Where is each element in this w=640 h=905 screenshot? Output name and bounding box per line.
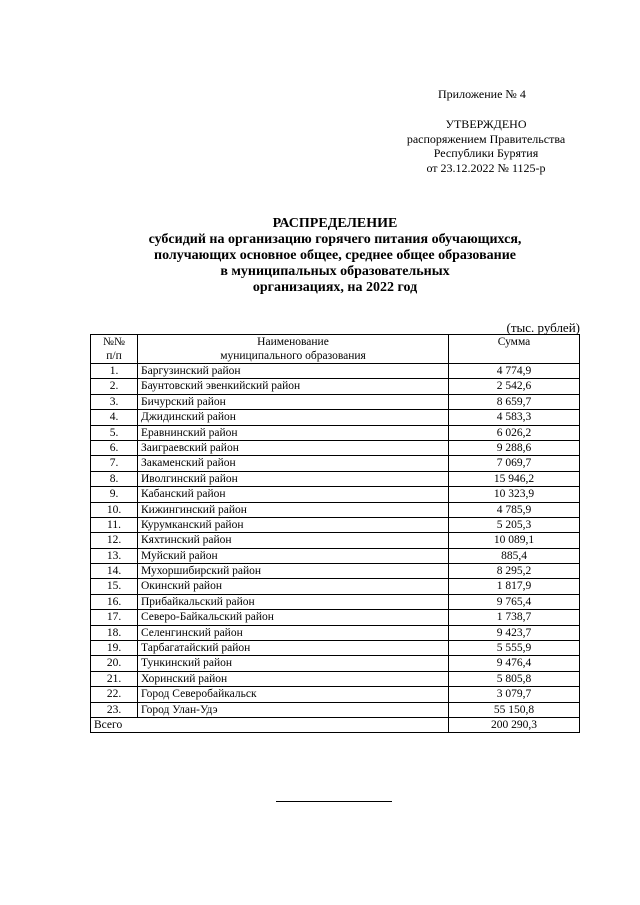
header-sum: Сумма <box>449 335 580 364</box>
row-sum: 15 946,2 <box>449 471 580 486</box>
table-row <box>91 594 580 609</box>
row-name: Город Северобайкальск <box>138 687 449 702</box>
row-num: 12. <box>91 533 138 548</box>
row-name: Город Улан-Удэ <box>138 702 449 717</box>
table-row <box>91 425 580 440</box>
table-row <box>91 364 580 379</box>
row-name: Кижингинский район <box>138 502 449 517</box>
table-row <box>91 702 580 717</box>
title-line: получающих основное общее, среднее общее образование <box>154 248 516 263</box>
header-num <box>91 335 138 364</box>
table-row <box>91 379 580 394</box>
header-num-line: п/п <box>106 350 122 362</box>
table-row <box>91 410 580 425</box>
row-num: 1. <box>91 364 138 379</box>
row-name: Тункинский район <box>138 656 449 671</box>
table-row <box>91 487 580 502</box>
row-num: 4. <box>91 410 138 425</box>
row-sum: 5 805,8 <box>449 671 580 686</box>
row-sum: 5 205,3 <box>449 517 580 532</box>
row-name: Курумканский район <box>138 517 449 532</box>
row-num: 3. <box>91 394 138 409</box>
row-name: Хоринский район <box>138 671 449 686</box>
row-name: Тарбагатайский район <box>138 641 449 656</box>
header-name-line: Наименование <box>257 336 329 348</box>
row-sum: 1 817,9 <box>449 579 580 594</box>
row-sum: 9 476,4 <box>449 656 580 671</box>
table-row <box>91 456 580 471</box>
row-num: 16. <box>91 594 138 609</box>
row-num: 15. <box>91 579 138 594</box>
row-sum: 7 069,7 <box>449 456 580 471</box>
title-line: в муниципальных образовательных <box>220 264 450 279</box>
table-row <box>91 579 580 594</box>
header-name <box>138 335 449 364</box>
row-name: Селенгинский район <box>138 625 449 640</box>
table-row <box>91 440 580 455</box>
approved-line: распоряжением Правительства <box>406 131 566 146</box>
row-num: 13. <box>91 548 138 563</box>
table-row <box>91 656 580 671</box>
total-sum: 200 290,3 <box>449 717 580 732</box>
row-num: 7. <box>91 456 138 471</box>
row-name: Бичурский район <box>138 394 449 409</box>
approval-stamp <box>398 117 574 175</box>
row-name: Закаменский район <box>138 456 449 471</box>
row-sum: 55 150,8 <box>449 702 580 717</box>
row-sum: 1 738,7 <box>449 610 580 625</box>
table-row <box>91 502 580 517</box>
row-name: Баргузинский район <box>138 364 449 379</box>
row-name: Мухоршибирский район <box>138 564 449 579</box>
row-sum: 4 583,3 <box>449 410 580 425</box>
row-num: 8. <box>91 471 138 486</box>
distribution-table <box>90 334 580 733</box>
row-name: Северо-Байкальский район <box>138 610 449 625</box>
units-label: (тыс. рублей) <box>506 320 580 335</box>
row-sum: 3 079,7 <box>449 687 580 702</box>
row-num: 2. <box>91 379 138 394</box>
document-title <box>90 216 580 296</box>
table-row <box>91 394 580 409</box>
row-sum: 8 659,7 <box>449 394 580 409</box>
row-name: Джидинский район <box>138 410 449 425</box>
row-num: 14. <box>91 564 138 579</box>
table-header-row <box>91 335 580 364</box>
row-name: Иволгинский район <box>138 471 449 486</box>
row-num: 6. <box>91 440 138 455</box>
table-row <box>91 687 580 702</box>
table-row <box>91 517 580 532</box>
appendix-label: Приложение № 4 <box>438 87 526 101</box>
table-row <box>91 471 580 486</box>
row-num: 9. <box>91 487 138 502</box>
title-line: организациях, на 2022 год <box>252 280 418 295</box>
row-sum: 9 423,7 <box>449 625 580 640</box>
row-sum: 4 785,9 <box>449 502 580 517</box>
table-row <box>91 671 580 686</box>
closing-rule <box>276 801 392 802</box>
title-line: РАСПРЕДЕЛЕНИЕ <box>272 216 398 231</box>
table-body <box>91 364 580 733</box>
header-name-line: муниципального образования <box>220 350 366 362</box>
row-sum: 4 774,9 <box>449 364 580 379</box>
table-row <box>91 533 580 548</box>
row-sum: 5 555,9 <box>449 641 580 656</box>
row-sum: 2 542,6 <box>449 379 580 394</box>
approved-line: УТВЕРЖДЕНО <box>445 117 527 131</box>
row-num: 21. <box>91 671 138 686</box>
table-row <box>91 610 580 625</box>
table-row <box>91 548 580 563</box>
row-num: 18. <box>91 625 138 640</box>
row-sum: 10 089,1 <box>449 533 580 548</box>
header-num-line: №№ <box>103 336 125 348</box>
row-num: 19. <box>91 641 138 656</box>
row-sum: 885,4 <box>449 548 580 563</box>
total-row <box>91 717 580 732</box>
row-num: 23. <box>91 702 138 717</box>
row-name: Кабанский район <box>138 487 449 502</box>
row-name: Прибайкальский район <box>138 594 449 609</box>
row-name: Еравнинский район <box>138 425 449 440</box>
row-name: Баунтовский эвенкийский район <box>138 379 449 394</box>
row-name: Муйский район <box>138 548 449 563</box>
row-num: 11. <box>91 517 138 532</box>
table-row <box>91 641 580 656</box>
row-num: 5. <box>91 425 138 440</box>
title-line: субсидий на организацию горячего питания обучающихся, <box>148 232 522 247</box>
row-name: Кяхтинский район <box>138 533 449 548</box>
total-label: Всего <box>91 717 449 732</box>
row-num: 22. <box>91 687 138 702</box>
row-sum: 9 288,6 <box>449 440 580 455</box>
row-name: Окинский район <box>138 579 449 594</box>
table-row <box>91 564 580 579</box>
approved-line: Республики Бурятия <box>433 146 539 160</box>
table-row <box>91 625 580 640</box>
row-num: 20. <box>91 656 138 671</box>
row-num: 10. <box>91 502 138 517</box>
row-name: Заиграевский район <box>138 440 449 455</box>
row-sum: 9 765,4 <box>449 594 580 609</box>
row-num: 17. <box>91 610 138 625</box>
row-sum: 8 295,2 <box>449 564 580 579</box>
row-sum: 10 323,9 <box>449 487 580 502</box>
row-sum: 6 026,2 <box>449 425 580 440</box>
approved-line: от 23.12.2022 № 1125-р <box>426 160 546 175</box>
